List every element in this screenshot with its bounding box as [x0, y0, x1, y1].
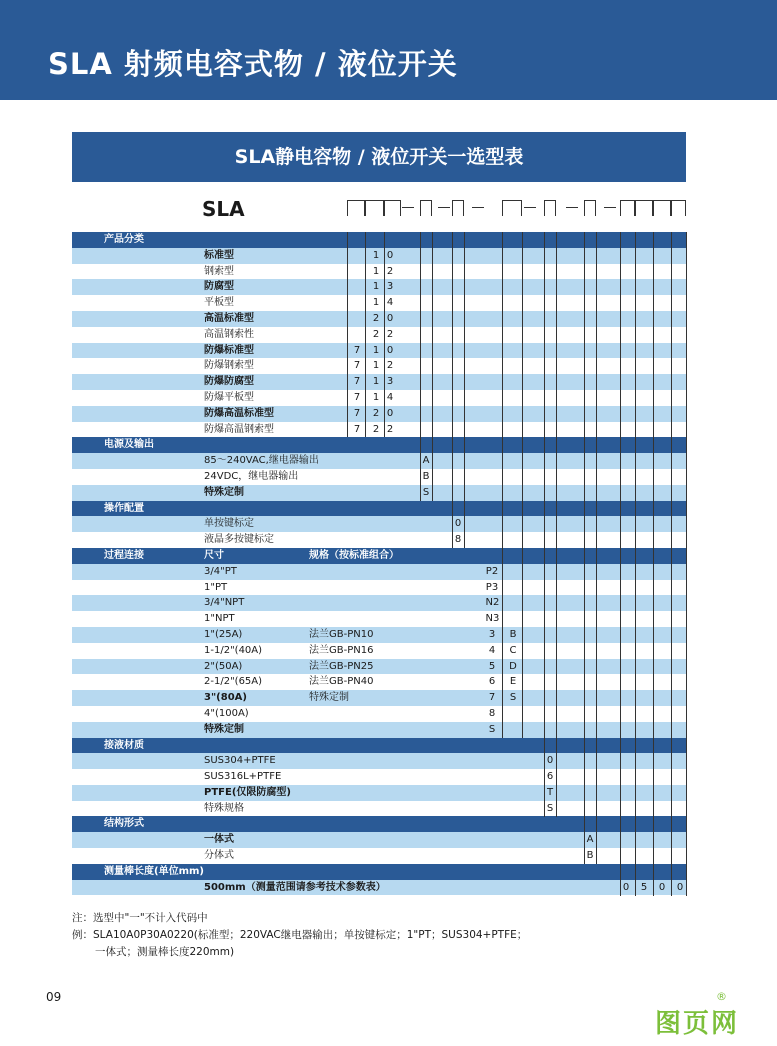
code-cell: A: [422, 455, 430, 467]
table-row: [72, 643, 686, 659]
code-position-box: [653, 200, 671, 216]
note-line: 例：SLA10A0P30A0220(标准型；220VAC继电器输出；单按键标定；1"PT；SUS304+PTFE；: [72, 929, 528, 941]
table-row: [72, 611, 686, 627]
code-cell: 7: [353, 391, 361, 403]
code-cell: 2: [372, 423, 380, 435]
item-label: 2"(50A): [204, 660, 243, 672]
column-divider: [452, 232, 453, 548]
code-format-row: [72, 190, 686, 228]
code-cell: D: [509, 660, 517, 672]
item-spec: 特殊定制: [309, 692, 349, 704]
item-label: 防爆高温标准型: [204, 407, 274, 419]
table-row: [72, 469, 686, 485]
column-divider: [556, 232, 557, 817]
code-cell: 2: [386, 328, 394, 340]
item-label: 1-1/2"(40A): [204, 644, 263, 656]
code-cell: T: [546, 786, 554, 798]
item-label: 3/4"NPT: [204, 597, 245, 609]
code-separator-dash: [472, 207, 484, 208]
code-cell: B: [509, 628, 517, 640]
item-label: 防腐型: [204, 281, 234, 293]
item-label: SUS304+PTFE: [204, 755, 276, 767]
code-cell: 4: [488, 644, 496, 656]
table-row: [72, 343, 686, 359]
section-title: 接液材质: [104, 739, 144, 751]
code-position-box: [347, 200, 365, 216]
section-title: 过程连接: [104, 549, 144, 561]
item-label: 1"PT: [204, 581, 228, 593]
item-label: PTFE(仅限防腐型): [204, 786, 291, 798]
selection-table: [72, 232, 686, 895]
code-position-box: [502, 200, 522, 216]
table-row: [72, 532, 686, 548]
table-row: [72, 264, 686, 280]
table-row: [72, 358, 686, 374]
table-row: [72, 564, 686, 580]
column-divider: [464, 232, 465, 548]
item-label: 分体式: [204, 850, 234, 862]
item-label: 高温钢索性: [204, 328, 254, 340]
item-label: 特殊定制: [204, 486, 244, 498]
code-cell: 1: [372, 344, 380, 356]
code-cell: 1: [372, 360, 380, 372]
section-header: [72, 864, 686, 880]
section-subheader: 尺寸: [204, 549, 224, 561]
item-label: 标准型: [204, 249, 234, 261]
item-label: 3"(80A): [204, 692, 247, 704]
code-cell: P2: [485, 565, 499, 577]
code-cell: 0: [546, 755, 554, 767]
table-row: [72, 516, 686, 532]
column-divider: [347, 232, 348, 437]
code-cell: 1: [372, 265, 380, 277]
code-cell: 3: [386, 376, 394, 388]
item-spec: 法兰GB-PN40: [309, 676, 374, 688]
code-cell: 3: [386, 281, 394, 293]
table-row: [72, 580, 686, 596]
item-label: 2-1/2"(65A): [204, 676, 263, 688]
item-label: 3/4"PT: [204, 565, 237, 577]
code-separator-dash: [566, 207, 578, 208]
code-cell: 3: [488, 628, 496, 640]
section-title: 测量棒长度(单位mm): [104, 865, 204, 877]
code-cell: 7: [353, 423, 361, 435]
code-cell: 7: [353, 344, 361, 356]
code-cell: E: [509, 676, 517, 688]
item-label: 防爆钢索型: [204, 360, 254, 372]
column-divider: [432, 232, 433, 501]
code-cell: 7: [488, 692, 496, 704]
code-cell: 1: [372, 249, 380, 261]
code-cell: P3: [485, 581, 499, 593]
code-cell: 2: [386, 360, 394, 372]
code-cell: 0: [454, 518, 462, 530]
table-row: [72, 248, 686, 264]
table-row: [72, 374, 686, 390]
column-divider: [365, 232, 366, 437]
section-header: [72, 232, 686, 248]
item-label: 4"(100A): [204, 707, 249, 719]
code-cell: S: [509, 692, 517, 704]
table-row: [72, 327, 686, 343]
code-position-box: [384, 200, 401, 216]
code-position-box: [452, 200, 464, 216]
code-separator-dash: [402, 207, 414, 208]
section-header: [72, 437, 686, 453]
code-cell: 0: [622, 881, 630, 893]
item-label: 特殊规格: [204, 802, 244, 814]
table-row: [72, 753, 686, 769]
table-row: [72, 422, 686, 438]
column-divider: [686, 232, 687, 896]
section-title: 结构形式: [104, 818, 144, 830]
code-cell: 2: [386, 423, 394, 435]
code-cell: S: [546, 802, 554, 814]
item-label: 一体式: [204, 834, 234, 846]
code-cell: 1: [372, 297, 380, 309]
table-row: [72, 627, 686, 643]
code-cell: 2: [372, 312, 380, 324]
column-divider: [544, 232, 545, 817]
code-cell: 6: [488, 676, 496, 688]
table-row: [72, 295, 686, 311]
code-cell: 0: [658, 881, 666, 893]
code-cell: 1: [372, 376, 380, 388]
code-position-box: [635, 200, 653, 216]
section-title: 操作配置: [104, 502, 144, 514]
table-row: [72, 706, 686, 722]
code-cell: 1: [372, 281, 380, 293]
table-row: [72, 848, 686, 864]
column-divider: [502, 232, 503, 738]
item-label: 平板型: [204, 297, 234, 309]
table-row: [72, 390, 686, 406]
item-label: 防爆高温钢索型: [204, 423, 274, 435]
page-number: 09: [46, 990, 62, 1004]
column-divider: [522, 232, 523, 738]
table-row: [72, 880, 686, 896]
column-divider: [671, 232, 672, 896]
code-cell: 7: [353, 376, 361, 388]
code-cell: 1: [372, 391, 380, 403]
watermark-logo: 图页网: [655, 1009, 740, 1039]
code-cell: 2: [372, 407, 380, 419]
page-header: [0, 0, 777, 100]
code-cell: 2: [386, 265, 394, 277]
table-row: [72, 311, 686, 327]
code-position-box: [671, 200, 686, 216]
code-position-box: [620, 200, 635, 216]
code-cell: 4: [386, 297, 394, 309]
code-position-box: [584, 200, 596, 216]
column-divider: [584, 232, 585, 864]
code-cell: 6: [546, 771, 554, 783]
code-cell: S: [488, 723, 496, 735]
section-title: 产品分类: [104, 234, 144, 245]
code-cell: 8: [488, 707, 496, 719]
code-cell: C: [509, 644, 517, 656]
section-header: [72, 548, 686, 564]
code-cell: 4: [386, 391, 394, 403]
item-label: 1"NPT: [204, 613, 235, 625]
item-spec: 法兰GB-PN16: [309, 644, 374, 656]
code-cell: B: [422, 470, 430, 482]
table-row: [72, 769, 686, 785]
table-row: [72, 690, 686, 706]
code-position-box: [544, 200, 556, 216]
code-cell: 2: [372, 328, 380, 340]
section-title: 电源及输出: [104, 439, 154, 451]
item-label: 1"(25A): [204, 628, 243, 640]
column-divider: [596, 232, 597, 864]
item-label: 防爆平板型: [204, 391, 254, 403]
item-label: 钢索型: [204, 265, 234, 277]
code-cell: 0: [676, 881, 684, 893]
code-cell: 5: [640, 881, 648, 893]
code-cell: 7: [353, 407, 361, 419]
item-label: 500mm（测量范围请参考技术参数表）: [204, 881, 386, 893]
item-label: 高温标准型: [204, 312, 254, 324]
code-cell: A: [586, 834, 594, 846]
code-cell: 0: [386, 249, 394, 261]
registered-mark: ®: [716, 990, 727, 1003]
item-spec: 法兰GB-PN25: [309, 660, 374, 672]
model-name: SLA: [202, 197, 245, 221]
code-cell: 0: [386, 407, 394, 419]
table-row: [72, 406, 686, 422]
table-row: [72, 674, 686, 690]
table-row: [72, 659, 686, 675]
code-cell: 5: [488, 660, 496, 672]
code-cell: 0: [386, 312, 394, 324]
item-label: 24VDC，继电器输出: [204, 470, 299, 482]
section-header: [72, 738, 686, 754]
code-cell: B: [586, 850, 594, 862]
table-row: [72, 832, 686, 848]
column-divider: [635, 232, 636, 896]
item-label: 单按键标定: [204, 518, 254, 530]
code-cell: 8: [454, 534, 462, 546]
code-separator-dash: [604, 207, 616, 208]
item-label: 85～240VAC,继电器输出: [204, 455, 319, 467]
column-divider: [620, 232, 621, 896]
item-label: SUS316L+PTFE: [204, 771, 282, 783]
table-row: [72, 279, 686, 295]
page-title: SLA 射频电容式物 / 液位开关: [48, 47, 458, 81]
table-row: [72, 722, 686, 738]
item-label: 防爆防腐型: [204, 376, 254, 388]
code-separator-dash: [524, 207, 536, 208]
code-cell: S: [422, 486, 430, 498]
table-row: [72, 801, 686, 817]
table-title: SLA静电容物 / 液位开关一选型表: [72, 132, 686, 182]
column-divider: [653, 232, 654, 896]
code-cell: 0: [386, 344, 394, 356]
notes: [72, 910, 527, 961]
code-cell: N2: [485, 597, 500, 609]
note-line: 一体式；测量棒长度220mm): [95, 946, 235, 958]
code-position-box: [365, 200, 384, 216]
code-position-box: [420, 200, 432, 216]
item-label: 特殊定制: [204, 723, 244, 735]
section-subheader: 规格（按标准组合）: [309, 549, 399, 561]
table-row: [72, 485, 686, 501]
note-line: 注：选型中"一"不计入代码中: [72, 912, 208, 924]
code-separator-dash: [438, 207, 450, 208]
section-header: [72, 816, 686, 832]
item-label: 液晶多按键标定: [204, 534, 274, 546]
column-divider: [420, 232, 421, 501]
code-cell: 7: [353, 360, 361, 372]
table-row: [72, 453, 686, 469]
item-spec: 法兰GB-PN10: [309, 628, 374, 640]
section-header: [72, 501, 686, 517]
table-row: [72, 785, 686, 801]
column-divider: [384, 232, 385, 437]
item-label: 防爆标准型: [204, 344, 254, 356]
table-row: [72, 595, 686, 611]
code-cell: N3: [485, 613, 500, 625]
